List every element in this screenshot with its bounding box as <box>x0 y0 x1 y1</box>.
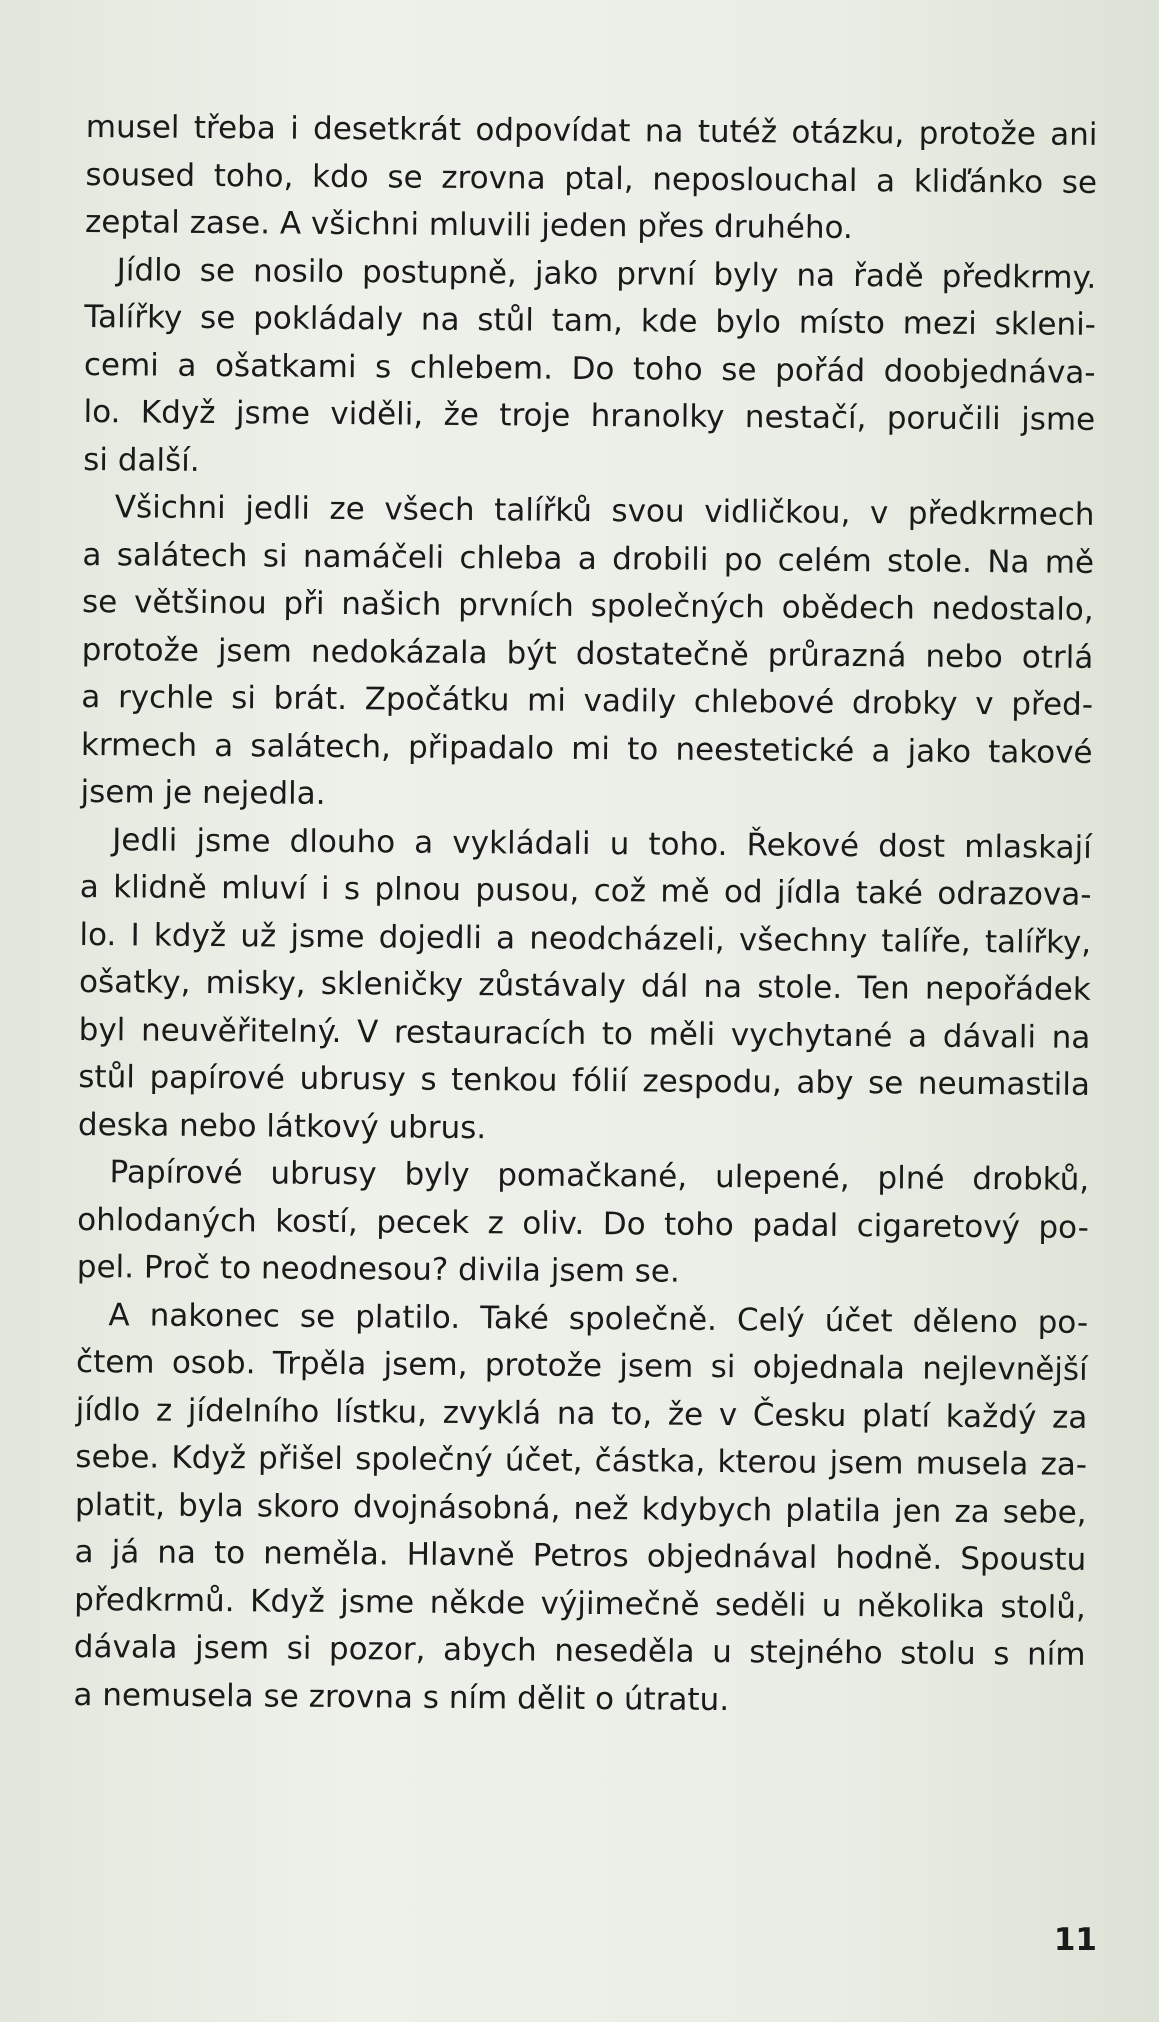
text-line: cemi a ošatkami s chlebem. Do toho se pořád doobjednáva- <box>83 346 1096 391</box>
text-line: Talířky se pokládaly na stůl tam, kde bylo místo mezi skleni- <box>84 298 1097 343</box>
text-line: Jídlo se nosilo postupně, jako první byly na řadě předkrmy. <box>116 251 1097 296</box>
text-line: čtem osob. Trpěla jsem, protože jsem si objednala nejlevnější <box>75 1343 1088 1388</box>
page-number: 11 <box>1053 1922 1097 1958</box>
text-line: krmech a salátech, připadalo mi to neestetické a jako takové <box>80 726 1093 771</box>
text-line: předkrmů. Když jsme někde výjimečně seděli u několika stolů, <box>74 1581 1087 1626</box>
text-line: A nakonec se platilo. Také společně. Celý účet děleno po- <box>108 1296 1089 1341</box>
text-line: deska nebo látkový ubrus. <box>77 1106 487 1146</box>
text-line: ošatky, misky, skleničky zůstávaly dál na stole. Ten nepořádek <box>78 963 1091 1008</box>
text-line: soused toho, kdo se zrovna ptal, neposlouchal a kliďánko se <box>85 156 1098 201</box>
text-line: sebe. Když přišel společný účet, částka, kterou jsem musela za- <box>75 1438 1088 1483</box>
text-line: Všichni jedli ze všech talířků svou vidličkou, v předkrmech <box>114 489 1095 533</box>
text-line: protože jsem nedokázala být dostatečně průrazná nebo otrlá <box>81 631 1094 676</box>
text-line: a já na to neměla. Hlavně Petros objednával hodně. Spoustu <box>74 1533 1087 1578</box>
text-line: a nemusela se zrovna s ním dělit o útratu. <box>73 1676 730 1718</box>
text-line: ohlodaných kostí, pecek z oliv. Do toho padal cigaretový po- <box>77 1201 1090 1246</box>
text-line: se většinou při našich prvních společných obědech nedostalo, <box>81 583 1094 628</box>
text-line: a rychle si brát. Zpočátku mi vadily chlebové drobky v před- <box>81 678 1094 723</box>
text-line: lo. Když jsme viděli, že troje hranolky nestačí, poručili jsme <box>83 393 1096 438</box>
text-line: Jedli jsme dlouho a vykládali u toho. Řekové dost mlaskají <box>112 821 1092 866</box>
text-line: pel. Proč to neodnesou? divila jsem se. <box>76 1248 680 1290</box>
text-line: zeptal zase. A všichni mluvili jeden přes druhého. <box>84 203 853 247</box>
text-line: jsem je nejedla. <box>80 773 326 812</box>
text-line: Papírové ubrusy byly pomačkané, ulepené, plné drobků, <box>109 1154 1090 1198</box>
text-line: a salátech si namáčeli chleba a drobili po celém stole. Na mě <box>82 536 1095 581</box>
text-line: lo. I když už jsme dojedli a neodcházeli, všechny talíře, talířky, <box>79 916 1092 961</box>
text-line: dávala jsem si pozor, abych neseděla u stejného stolu s ním <box>73 1628 1086 1673</box>
text-line: stůl papírové ubrusy s tenkou fólií zespodu, aby se neumastila <box>78 1058 1091 1103</box>
text-line: platit, byla skoro dvojnásobná, než kdybych platila jen za sebe, <box>74 1486 1087 1531</box>
text-line: musel třeba i desetkrát odpovídat na tutéž otázku, protože ani <box>85 108 1098 153</box>
body-text <box>73 104 1098 1727</box>
text-line: jídlo z jídelního lístku, zvyklá na to, že v Česku platí každý za <box>75 1391 1088 1436</box>
text-line: a klidně mluví i s plnou pusou, což mě od jídla také odrazova- <box>79 868 1092 913</box>
text-line: si další. <box>83 441 200 479</box>
text-line: byl neuvěřitelný. V restauracích to měli vychytané a dávali na <box>78 1011 1091 1056</box>
